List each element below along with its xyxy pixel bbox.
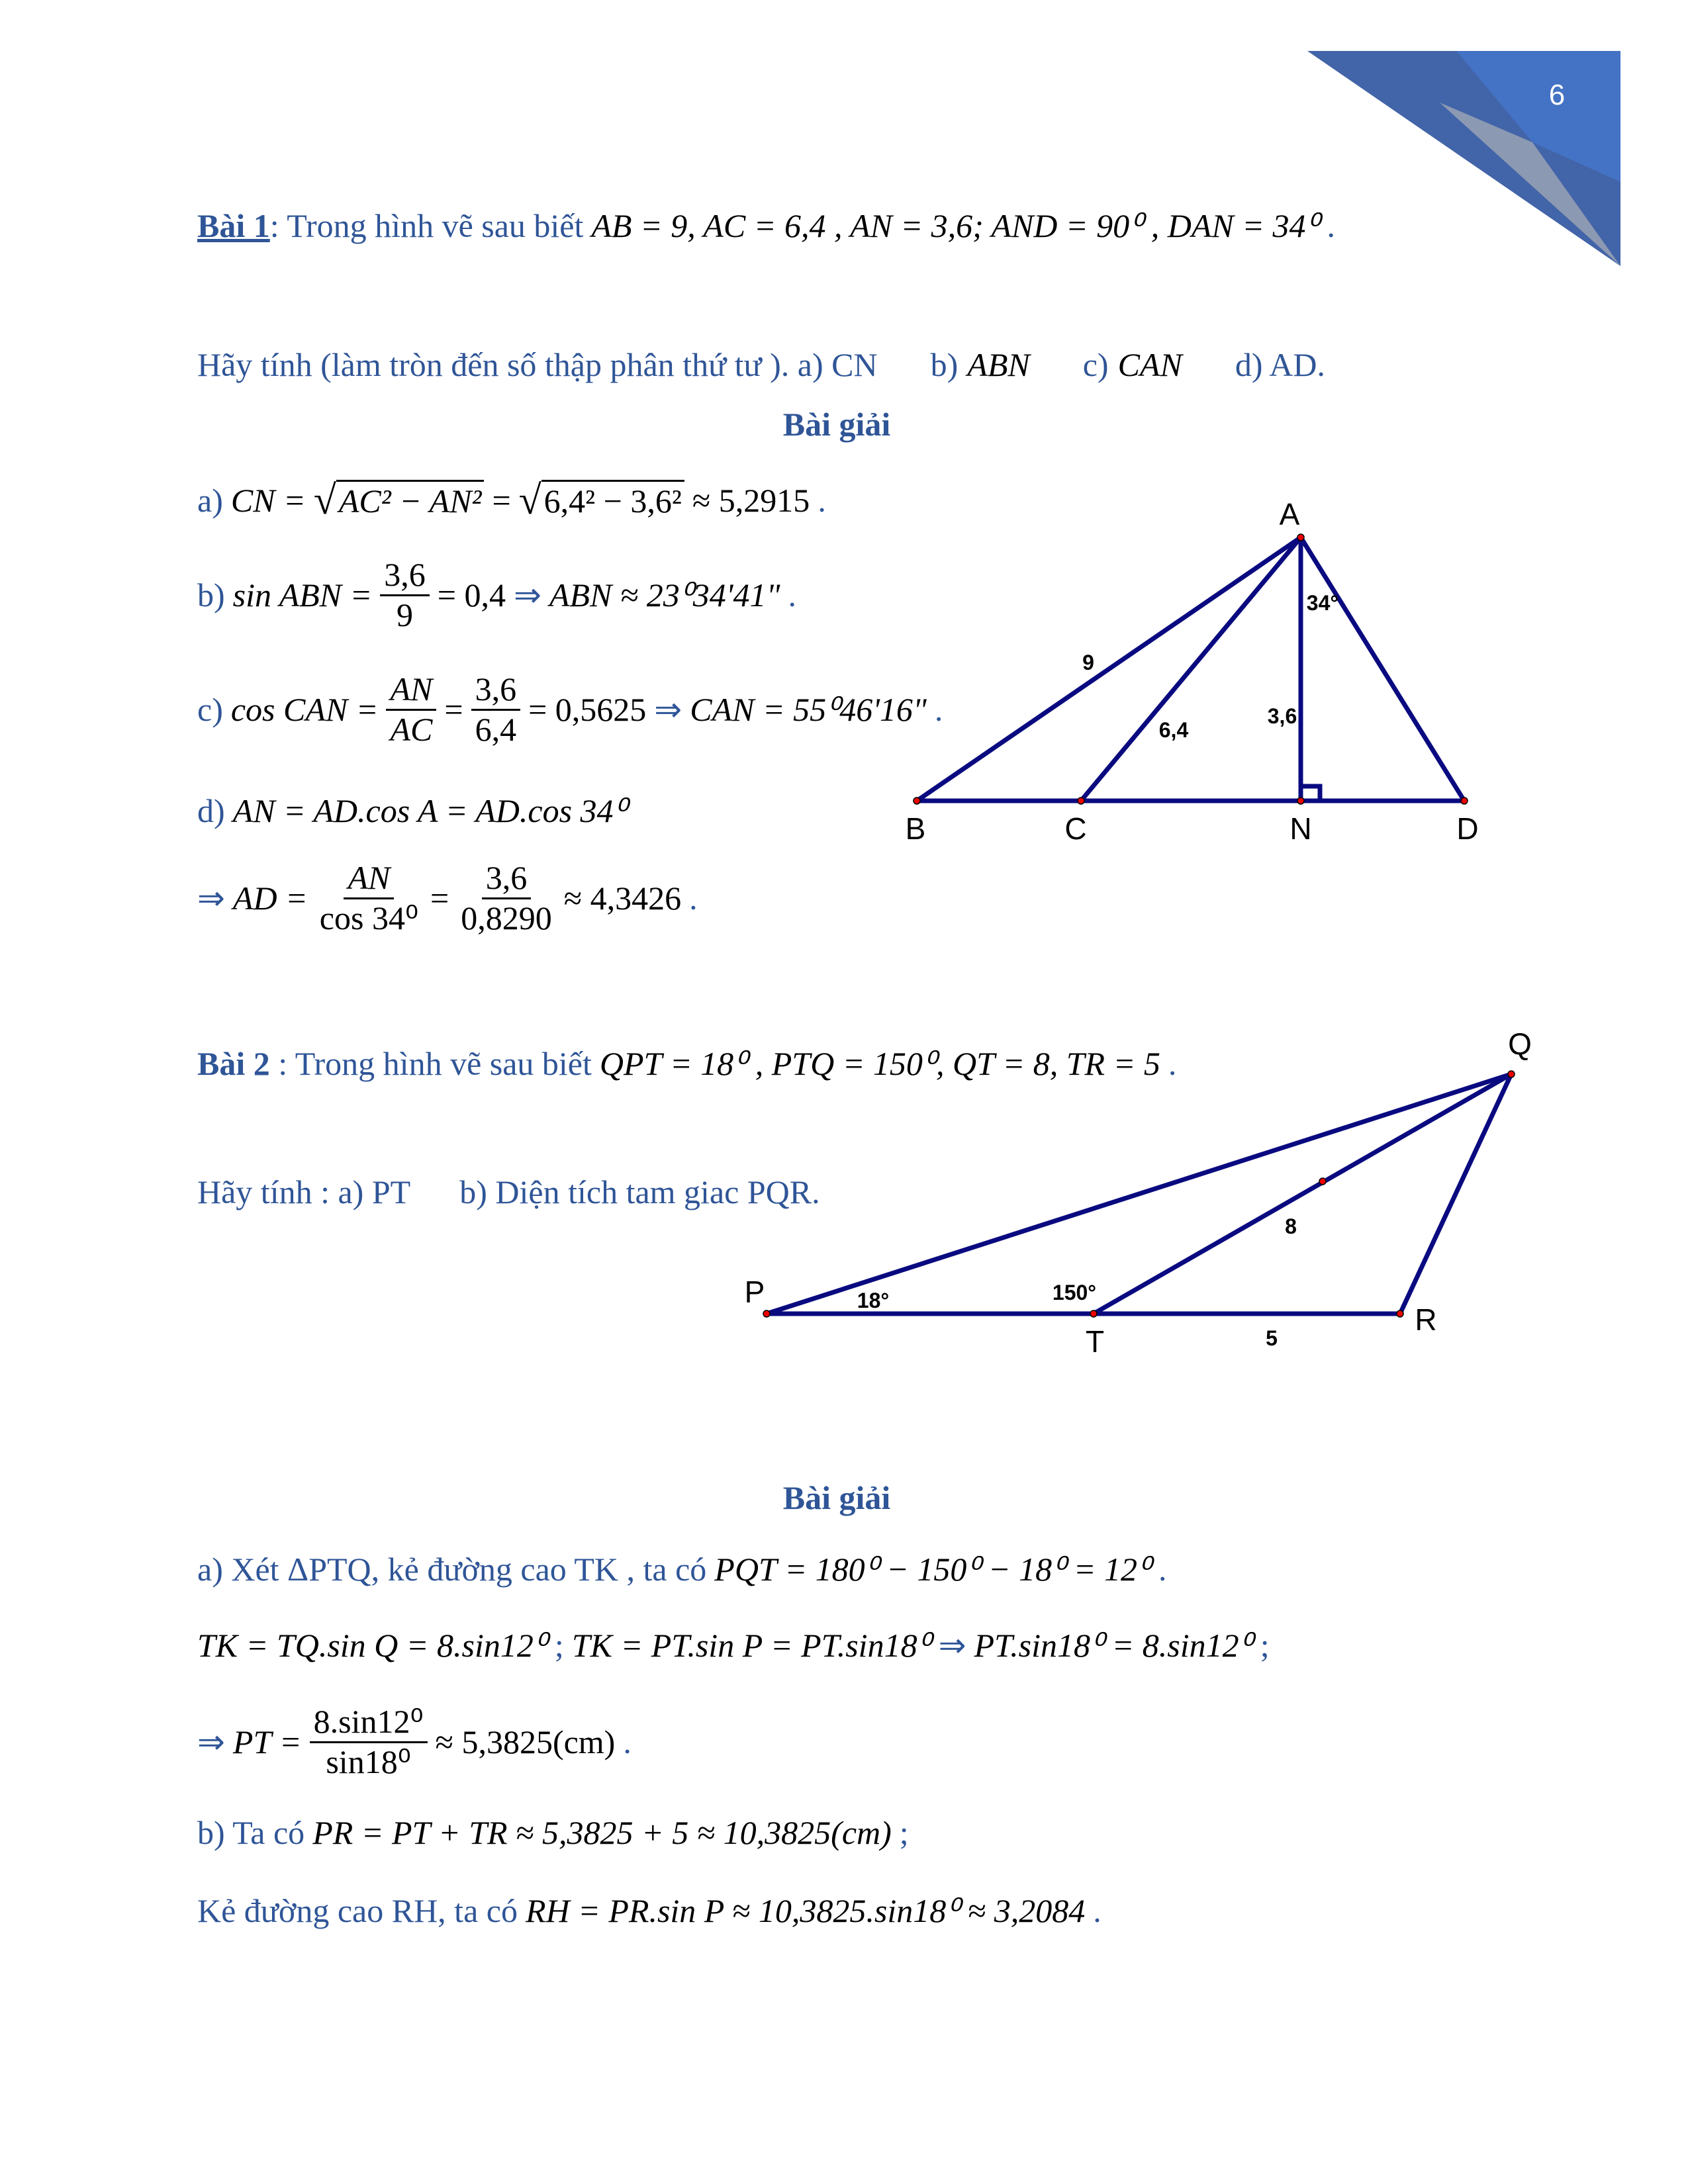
end: .	[623, 1723, 632, 1760]
end: .	[818, 482, 826, 519]
math: CAN = 55⁰46'16"	[690, 691, 927, 728]
math: PQT = 180⁰ − 150⁰ − 18⁰ = 12⁰	[714, 1551, 1150, 1588]
math: = 0,5625	[528, 691, 647, 728]
task-d: d) AD.	[1235, 346, 1325, 383]
math: AD =	[232, 880, 308, 917]
math: RH = PR.sin P ≈ 10,3825.sin18⁰ ≈ 3,2084	[525, 1892, 1086, 1929]
denominator: 9	[397, 596, 414, 633]
task-c-label: c)	[1082, 346, 1109, 383]
segment-tq	[1094, 1074, 1511, 1314]
label-r: R	[1415, 1302, 1437, 1337]
bai1-end: .	[1327, 207, 1335, 244]
math: PT =	[232, 1723, 302, 1760]
label-n: N	[1289, 811, 1312, 846]
angle-t: 150°	[1052, 1281, 1097, 1304]
point-p	[763, 1310, 770, 1317]
bai2-end: .	[1168, 1045, 1177, 1082]
segment-pq	[767, 1074, 1511, 1314]
solution2-a2	[197, 1626, 1270, 1664]
bai2-task: Hãy tính : a) PT b) Diện tích tam giac PQR.	[197, 1173, 820, 1210]
math: PT.sin18⁰ = 8.sin12⁰	[974, 1627, 1252, 1664]
point-k	[1319, 1178, 1326, 1185]
denominator: 6,4	[475, 710, 517, 748]
math: ≈ 4,3426	[563, 880, 682, 917]
step-label: c)	[197, 691, 223, 728]
bai2-label: Bài 2	[197, 1045, 270, 1082]
math: ≈ 5,2915	[692, 482, 810, 519]
step-label: b)	[197, 576, 225, 614]
solution2-heading: Bài giải	[782, 1479, 891, 1516]
angle-p: 18°	[857, 1289, 890, 1312]
math: cos CAN =	[230, 691, 379, 728]
bai1-given: AB = 9, AC = 6,4 , AN = 3,6; AND = 90⁰ , DAN = 34⁰	[591, 207, 1319, 244]
math: CN =	[230, 482, 306, 519]
math: PR = PT + TR ≈ 5,3825 + 5 ≈ 10,3825(cm)	[312, 1814, 892, 1851]
numerator: 3,6	[482, 859, 532, 899]
denominator: AC	[390, 710, 433, 748]
end: .	[934, 691, 943, 728]
math: =	[492, 482, 511, 519]
sqrt: √ 6,4² − 3,6²	[519, 480, 684, 521]
label-d: D	[1456, 811, 1479, 846]
step-text: Kẻ đường cao RH, ta có	[197, 1892, 518, 1929]
math: =	[444, 691, 463, 728]
length-qt: 8	[1285, 1214, 1297, 1238]
page-number: 6	[1548, 79, 1566, 111]
step-text: a) Xét ΔPTQ, kẻ đường cao TK , ta có	[197, 1551, 707, 1588]
implies: ⇒	[197, 1723, 225, 1760]
end: ;	[1260, 1627, 1270, 1664]
math: = 0,4	[437, 576, 506, 614]
solution2-a3	[197, 1703, 632, 1781]
math: TK = PT.sin P = PT.sin18⁰	[571, 1627, 931, 1664]
implies: ⇒	[197, 880, 225, 917]
step-text: b) Ta có	[197, 1814, 305, 1851]
sqrt: √ AC² − AN²	[314, 480, 485, 521]
angle-dan: 34°	[1306, 591, 1339, 615]
label-p: P	[744, 1275, 765, 1309]
implies: ⇒	[938, 1627, 966, 1664]
math: ABN ≈ 23⁰34'41"	[549, 576, 780, 614]
radicand: AC² − AN²	[336, 480, 485, 521]
label-t: T	[1085, 1324, 1105, 1359]
end: .	[1158, 1551, 1167, 1588]
math: sin ABN =	[232, 576, 373, 614]
denominator: cos 34⁰	[319, 899, 418, 936]
implies: ⇒	[654, 691, 682, 728]
label-q: Q	[1508, 1026, 1532, 1061]
step-label: a)	[197, 482, 223, 519]
math: AN = AD.cos A = AD.cos 34⁰	[232, 792, 627, 829]
numerator: 8.sin12⁰	[310, 1703, 428, 1743]
denominator: 0,8290	[461, 899, 552, 936]
point-t	[1090, 1310, 1097, 1317]
bai2-intro: : Trong hình vẽ sau biết	[269, 1045, 592, 1082]
end: ;	[899, 1814, 909, 1851]
bai2-given: QPT = 18⁰ , PTQ = 150⁰, QT = 8, TR = 5	[599, 1045, 1160, 1082]
point-q	[1508, 1071, 1515, 1077]
radicand: 6,4² − 3,6²	[541, 480, 684, 521]
length-tr: 5	[1266, 1326, 1278, 1350]
math: ≈ 5,3825(cm)	[435, 1723, 616, 1760]
bai1-intro: : Trong hình vẽ sau biết	[269, 207, 584, 244]
length-ac: 6,4	[1158, 718, 1189, 742]
numerator: AN	[344, 859, 394, 899]
solution1-heading: Bài giải	[782, 406, 891, 443]
numerator: 3,6	[471, 670, 521, 711]
segment-rq	[1400, 1074, 1511, 1314]
solution2-b2	[197, 1891, 1102, 1930]
task-a: Hãy tính (làm tròn đến số thập phân thứ tư ). a) CN	[197, 346, 878, 383]
denominator: sin18⁰	[326, 1743, 411, 1780]
step-label: d)	[197, 792, 225, 829]
separator: ;	[554, 1627, 564, 1664]
end: .	[1093, 1892, 1102, 1929]
task-b-math: ABN	[967, 346, 1030, 383]
end: .	[788, 576, 796, 614]
label-c: C	[1064, 811, 1087, 846]
task-b-label: b)	[930, 346, 959, 383]
fraction	[310, 1703, 428, 1781]
math: =	[430, 880, 449, 917]
label-b: B	[905, 811, 926, 846]
solution2-b1	[197, 1813, 909, 1852]
math: TK = TQ.sin Q = 8.sin12⁰	[197, 1627, 547, 1664]
end: .	[689, 880, 698, 917]
point-r	[1397, 1310, 1403, 1317]
bai1-label: Bài 1	[197, 207, 270, 244]
implies: ⇒	[513, 576, 541, 614]
label-a: A	[1279, 497, 1300, 531]
length-ab: 9	[1082, 651, 1094, 674]
solution2-a1	[197, 1550, 1167, 1588]
numerator: AN	[386, 670, 436, 711]
numerator: 3,6	[380, 556, 430, 596]
length-an: 3,6	[1267, 704, 1297, 728]
task-c-math: CAN	[1117, 346, 1182, 383]
